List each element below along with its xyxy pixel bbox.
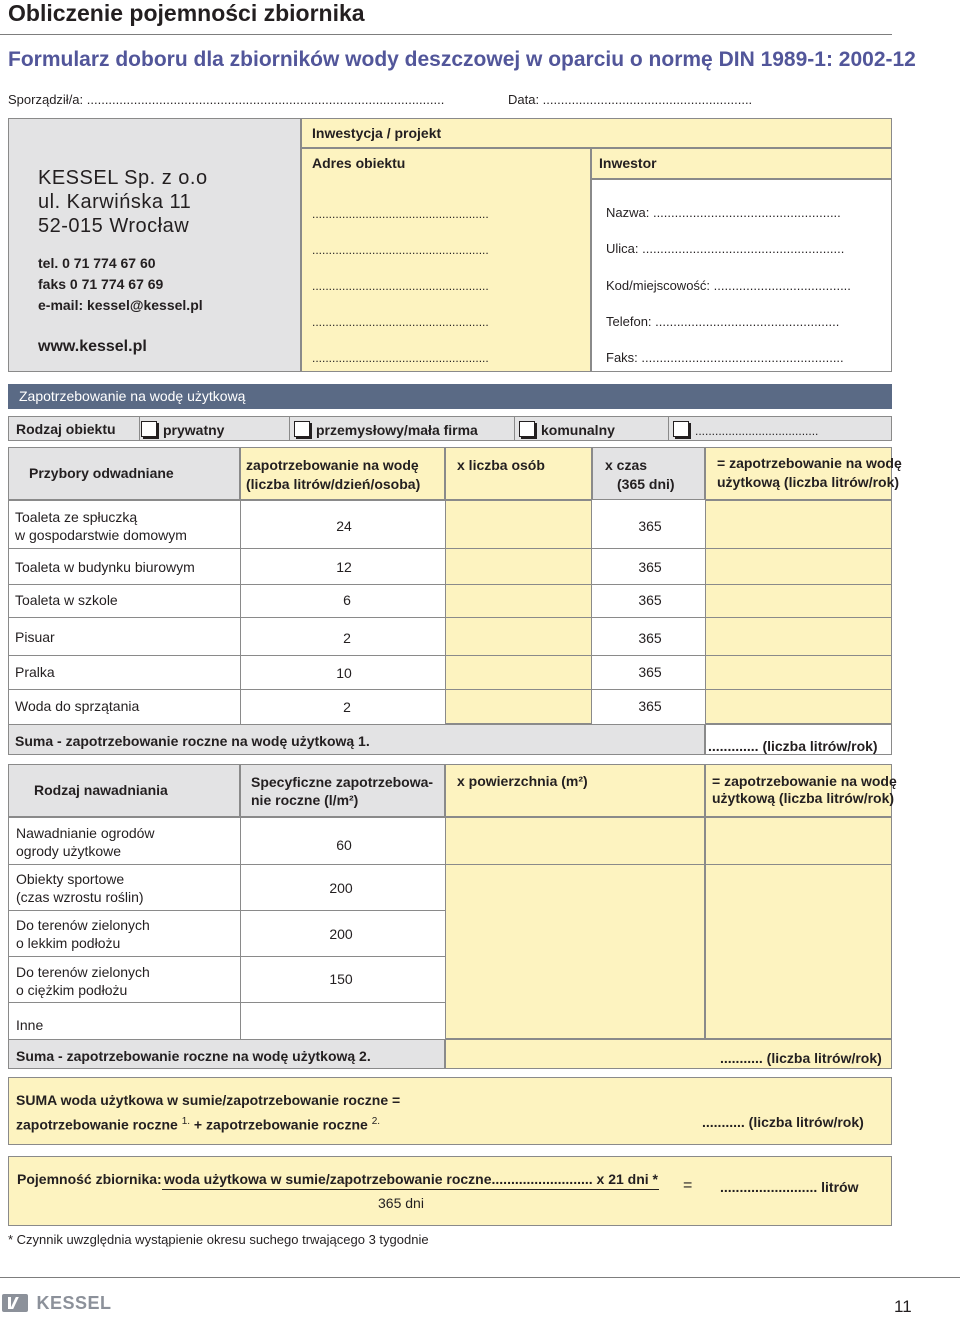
company-info-box [8,118,301,372]
footnote: * Czynnik uwzględnia wystąpienie okresu suchego trwającego 3 tygodnie [8,1232,429,1247]
table2-row-name: Nawadnianie ogrodów [16,825,155,841]
investor-name-field[interactable]: Nazwa: .................................................... [606,205,841,220]
table1-demand-value: 10 [336,665,352,681]
table1-demand-value: 2 [343,699,351,715]
option-private[interactable] [141,421,224,439]
kessel-logo [2,1294,111,1314]
table1-row-name: Toaleta w budynku biurowym [15,559,195,575]
address-line[interactable]: ..................................................... [312,279,489,293]
col-header: nie roczne (l/m²) [251,792,359,808]
total-box [8,1077,892,1145]
company-tel: tel. 0 71 774 67 60 [38,255,156,271]
col-header: = zapotrzebowanie na wodę [712,773,897,789]
table1-row-name: Pralka [15,664,55,680]
col-header: użytkową (liczba litrów/rok) [712,790,895,806]
col-header: (365 dni) [617,476,675,492]
company-website: www.kessel.pl [38,338,147,355]
table1-row-name: Pisuar [15,629,55,645]
prepared-by-field[interactable]: Sporządził/a: ................................................................................................... [8,92,445,107]
table2-specific-value: 60 [336,837,352,853]
table1-demand-value: 24 [336,518,352,534]
total-sup1: 1. [181,1116,191,1127]
table1-row-name: Woda do sprzątania [15,698,140,714]
company-city: 52-015 Wrocław [38,215,190,237]
table2-body-result [705,817,892,1039]
table1-days-value: 365 [638,518,662,534]
page-title: Obliczenie pojemności zbiornika [8,0,365,26]
table2-row-name: ogrody użytkowe [16,843,122,859]
company-fax: faks 0 71 774 67 69 [38,276,164,292]
table2-row-name: Inne [16,1017,44,1033]
table2-header-area [445,764,705,817]
address-line[interactable]: ..................................................... [312,243,489,257]
table1-days-value: 365 [638,592,662,608]
company-email: e-mail: kessel@kessel.pl [38,297,203,313]
capacity-numerator: woda użytkowa w sumie/zapotrzebowanie roczne.......................... x 21 dni * [164,1171,658,1187]
table2-body-area [445,817,705,1039]
capacity-equals: = [683,1177,693,1194]
total-sup2: 2. [371,1116,381,1127]
col-header: = zapotrzebowanie na wodę [717,455,902,471]
table1-demand-value: 6 [343,592,351,608]
date-field[interactable]: Data: .......................................................... [508,92,753,107]
address-line[interactable]: ..................................................... [312,351,489,365]
checkbox-icon[interactable] [519,421,535,437]
address-label: Adres obiektu [312,155,406,171]
table1-days-value: 365 [638,698,662,714]
table2-sum-label: Suma - zapotrzebowanie roczne na wodę użytkową 2. [16,1048,371,1064]
kessel-logo-icon [2,1294,28,1312]
total-line1: SUMA woda użytkowa w sumie/zapotrzebowanie roczne = [16,1092,401,1108]
address-line[interactable]: ..................................................... [312,207,489,221]
table2-sum-value[interactable]: ........... (liczba litrów/rok) [720,1050,882,1066]
table2-row-name: o ciężkim podłożu [16,982,128,998]
investor-city-field[interactable]: Kod/miejscowość: ...................................... [606,278,851,293]
checkbox-icon[interactable] [141,421,157,437]
table2-specific-value: 200 [329,880,353,896]
object-type-label: Rodzaj obiektu [16,421,116,437]
table1-days-value: 365 [638,559,662,575]
total-line2-text: + zapotrzebowanie roczne [190,1116,372,1133]
project-address-box [301,148,591,372]
table1-sum-label: Suma - zapotrzebowanie roczne na wodę użytkową 1. [15,733,370,749]
col-header: x powierzchnia (m²) [457,773,588,789]
table1-body-persons [445,500,592,724]
table1-sum-value[interactable]: ............. (liczba litrów/rok) [708,738,878,754]
investor-street-field[interactable]: Ulica: ........................................................ [606,241,845,256]
table1-days-value: 365 [638,664,662,680]
company-street: ul. Karwińska 11 [38,191,192,213]
table1-body-result [705,500,892,724]
col-header: użytkową (liczba litrów/rok) [717,474,900,490]
table1-row-name: Toaleta w szkole [15,592,118,608]
total-line2-text: zapotrzebowanie roczne [16,1116,182,1133]
investor-phone-field[interactable]: Telefon: ................................................... [606,314,840,329]
col-header: zapotrzebowanie na wodę [246,457,419,473]
address-line[interactable]: ..................................................... [312,315,489,329]
checkbox-icon[interactable] [673,421,689,437]
table2-specific-value: 200 [329,926,353,942]
page-number: 11 [894,1297,912,1316]
investor-label: Inwestor [599,155,657,171]
col-header: Przybory odwadniane [29,465,174,481]
col-header: Rodzaj nawadniania [34,782,168,798]
total-line2 [16,1113,380,1134]
table1-days-value: 365 [638,630,662,646]
company-name: KESSEL Sp. z o.o [38,167,208,189]
table1-row-name: Toaleta ze spłuczką [15,509,138,525]
table1-demand-value: 12 [336,559,352,575]
capacity-label: Pojemność zbiornika: [17,1171,162,1187]
col-header: x liczba osób [457,457,545,473]
total-value[interactable]: ........... (liczba litrów/rok) [702,1114,864,1130]
table2-row-name: o lekkim podłożu [16,935,121,951]
capacity-result[interactable]: ......................... litrów [720,1179,859,1195]
kessel-logo-text: KESSEL [36,1293,112,1313]
project-header: Inwestycja / projekt [312,125,442,141]
option-industrial[interactable] [294,421,478,439]
option-label: prywatny [163,422,225,438]
table2-row-name: Obiekty sportowe [16,871,125,887]
table2-row-name: Do terenów zielonych [16,917,150,933]
table1-demand-value: 2 [343,630,351,646]
checkbox-icon[interactable] [294,421,310,437]
col-header: x czas [605,457,648,473]
option-other[interactable] [673,421,818,440]
capacity-denominator: 365 dni [378,1195,424,1211]
demand-section-header: Zapotrzebowanie na wodę użytkową [19,388,246,404]
table1-row-name: w gospodarstwie domowym [15,527,187,543]
form-subtitle: Formularz doboru dla zbiorników wody deszczowej w oparciu o normę DIN 1989-1: 2002-12 [8,48,916,71]
table2-row-name: (czas wzrostu roślin) [16,889,144,905]
col-header: (liczba litrów/dzień/osoba) [246,476,421,492]
option-label: ..................................... [695,424,819,438]
investor-fax-field[interactable]: Faks: ........................................................ [606,350,844,365]
option-label: komunalny [541,422,615,438]
option-label: przemysłowy/mała firma [316,422,478,438]
table2-specific-value: 150 [329,971,353,987]
table2-row-name: Do terenów zielonych [16,964,150,980]
option-municipal[interactable] [519,421,615,439]
col-header: Specyficzne zapotrzebowa- [251,774,434,790]
